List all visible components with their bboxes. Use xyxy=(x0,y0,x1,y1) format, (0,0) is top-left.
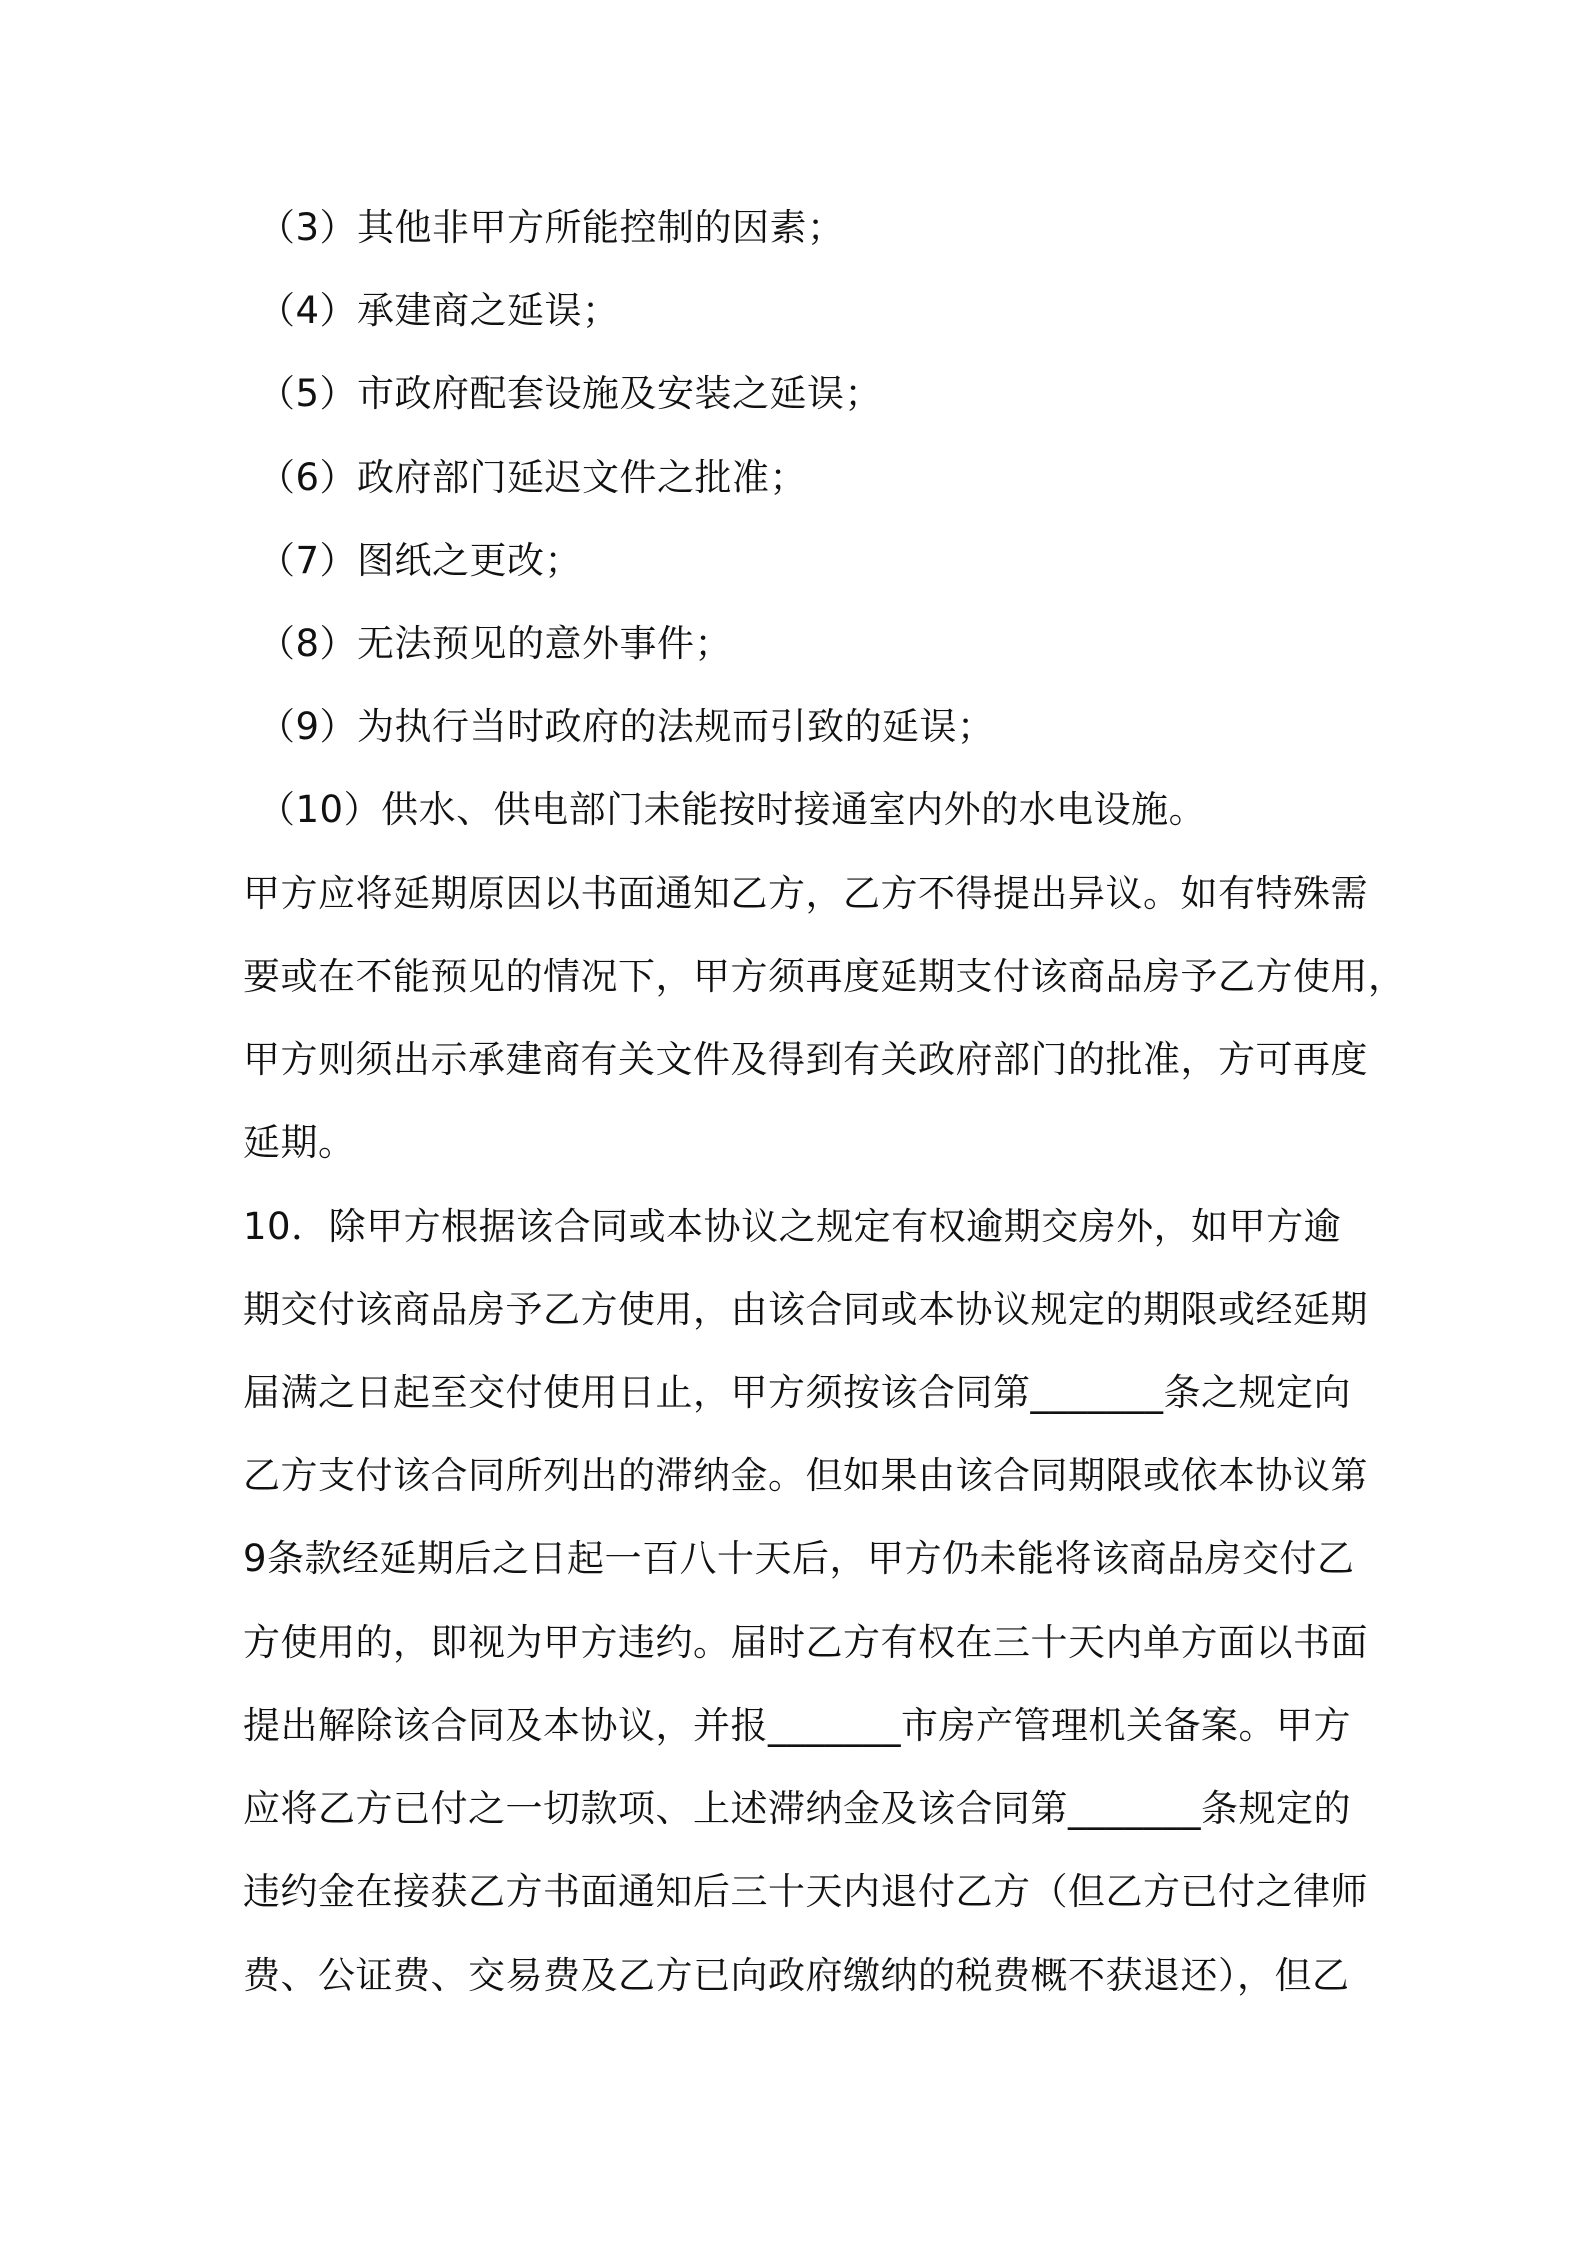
list-item-10: （10）供水、供电部门未能按时接通室内外的水电设施。 xyxy=(258,788,1207,831)
paragraph-line: 应将乙方已付之一切款项、上述滞纳金及该合同第_______条规定的 xyxy=(243,1787,1351,1830)
paragraph-line: 提出解除该合同及本协议，并报_______市房产管理机关备案。甲方 xyxy=(243,1704,1351,1747)
list-item-5: （5）市政府配套设施及安装之延误； xyxy=(258,372,883,415)
list-item-7: （7）图纸之更改； xyxy=(258,539,583,582)
paragraph-line: 甲方应将延期原因以书面通知乙方，乙方不得提出异议。如有特殊需 xyxy=(243,872,1368,915)
paragraph-line: 方使用的，即视为甲方违约。届时乙方有权在三十天内单方面以书面 xyxy=(243,1621,1368,1664)
list-item-8: （8）无法预见的意外事件； xyxy=(258,622,733,665)
paragraph-line: 延期。 xyxy=(243,1121,356,1164)
paragraph-line: 10．除甲方根据该合同或本协议之规定有权逾期交房外，如甲方逾 xyxy=(243,1205,1342,1248)
paragraph-line: 要或在不能预见的情况下，甲方须再度延期支付该商品房予乙方使用， xyxy=(243,955,1406,998)
list-item-6: （6）政府部门延迟文件之批准； xyxy=(258,456,808,499)
paragraph-line: 费、公证费、交易费及乙方已向政府缴纳的税费概不获退还），但乙 xyxy=(243,1954,1350,1997)
paragraph-line: 甲方则须出示承建商有关文件及得到有关政府部门的批准，方可再度 xyxy=(243,1038,1368,1081)
list-item-9: （9）为执行当时政府的法规而引致的延误； xyxy=(258,705,995,748)
list-item-4: （4）承建商之延误； xyxy=(258,289,620,332)
paragraph-line: 期交付该商品房予乙方使用，由该合同或本协议规定的期限或经延期 xyxy=(243,1288,1368,1331)
paragraph-line: 届满之日起至交付使用日止，甲方须按该合同第_______条之规定向 xyxy=(243,1371,1351,1414)
paragraph-line: 9条款经延期后之日起一百八十天后，甲方仍未能将该商品房交付乙 xyxy=(243,1537,1355,1580)
paragraph-line: 违约金在接获乙方书面通知后三十天内退付乙方（但乙方已付之律师 xyxy=(243,1870,1368,1913)
paragraph-line: 乙方支付该合同所列出的滞纳金。但如果由该合同期限或依本协议第 xyxy=(243,1454,1368,1497)
list-item-3: （3）其他非甲方所能控制的因素； xyxy=(258,206,845,249)
